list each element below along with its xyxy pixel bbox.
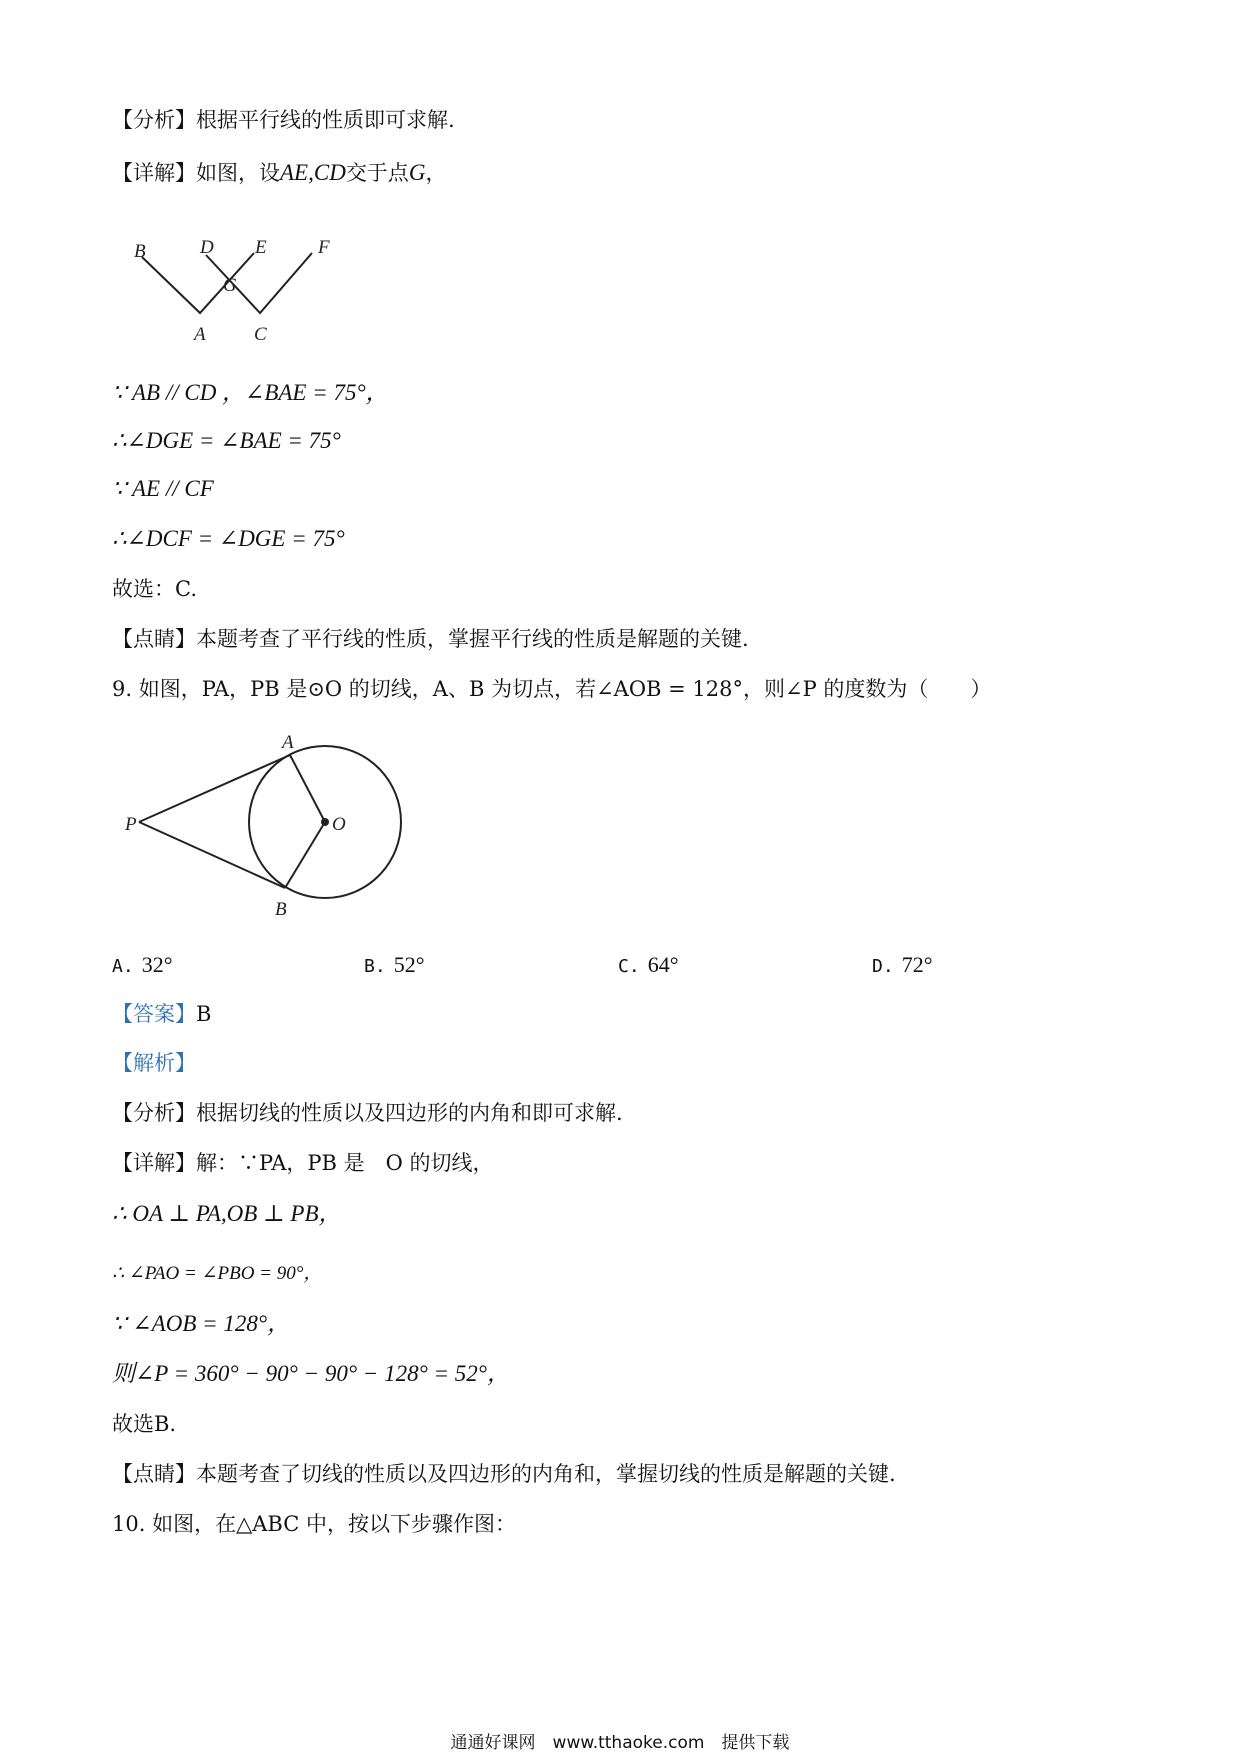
- q9-tangent-PB: [139, 822, 285, 888]
- q8-label-F: F: [318, 237, 330, 258]
- q9-answer: [112, 999, 211, 1029]
- q8-line-DCF: [206, 253, 312, 313]
- q8-label-E: E: [255, 237, 267, 258]
- q9-label-O: O: [332, 814, 346, 835]
- q8-detail-text: 【详解】如图，设: [112, 161, 280, 185]
- q9-label-B: B: [275, 899, 287, 920]
- q9-step-2: ∴ ∠PAO = ∠PBO = 90°，: [112, 1263, 323, 1284]
- q9-answer-value: B: [196, 1002, 212, 1026]
- q9-option-b: [364, 950, 425, 982]
- q8-analysis: 【分析】根据平行线的性质即可求解.: [112, 108, 455, 132]
- q9-radius-OA: [290, 755, 325, 822]
- q9-option-d-value: 72°: [901, 952, 933, 977]
- q9-option-d-label: D.: [872, 956, 894, 977]
- q9-option-a: [112, 950, 173, 982]
- q8-line-BAE: [142, 253, 254, 313]
- q9-option-a-value: 32°: [141, 952, 173, 977]
- q9-figure: [125, 730, 415, 930]
- q9-option-a-label: A.: [112, 956, 134, 977]
- q8-step-1: ∵ AB // CD ，∠BAE = 75°，: [112, 380, 389, 405]
- q8-label-B: B: [134, 241, 146, 262]
- q10-question: 10. 如图，在△ABC 中，按以下步骤作图：: [112, 1512, 516, 1536]
- q8-detail-end: ，: [425, 161, 447, 185]
- q8-detail-math2: G: [408, 160, 426, 185]
- q9-choice: 故选B.: [112, 1412, 177, 1436]
- q8-step-3: ∵ AE // CF: [112, 476, 214, 501]
- q9-step-4: 则∠P = 360° − 90° − 90° − 128° = 52°，: [112, 1361, 510, 1386]
- q9-answer-tag: 【答案】: [112, 1002, 196, 1026]
- q8-detail-mid: 交于点: [345, 161, 409, 185]
- q9-label-P: P: [125, 814, 137, 835]
- q8-label-C: C: [254, 324, 267, 345]
- q9-radius-OB: [285, 822, 325, 888]
- q9-option-b-value: 52°: [393, 952, 425, 977]
- q9-center-dot: [321, 818, 329, 826]
- q9-label-A: A: [282, 732, 294, 753]
- q8-step-4: ∴∠DCF = ∠DGE = 75°: [112, 526, 345, 551]
- q8-label-D: D: [200, 237, 214, 258]
- q8-label-A: A: [194, 324, 206, 345]
- q8-figure: [120, 235, 360, 345]
- q8-choice: 故选：C.: [112, 577, 197, 601]
- q8-label-G: G: [223, 275, 237, 296]
- q9-comment: 【点睛】本题考查了切线的性质以及四边形的内角和，掌握切线的性质是解题的关键.: [112, 1462, 896, 1486]
- q9-step-3: ∵ ∠AOB = 128°，: [112, 1311, 291, 1336]
- q9-analysis: 【分析】根据切线的性质以及四边形的内角和即可求解.: [112, 1101, 623, 1125]
- q9-option-d: [872, 950, 933, 982]
- q9-option-c-label: C.: [618, 956, 640, 977]
- q9-analysis-tag: 【解析】: [112, 1051, 196, 1075]
- q8-detail: [112, 158, 446, 188]
- footer: 通通好课网 www.tthaoke.com 提供下载: [450, 1733, 790, 1753]
- q9-option-c-value: 64°: [647, 952, 679, 977]
- q9-option-c: [618, 950, 679, 982]
- q9-detail: 【详解】解：∵PA，PB 是 O 的切线，: [112, 1151, 494, 1175]
- q8-detail-math: AE,CD: [280, 160, 346, 185]
- q8-step-2: ∴∠DGE = ∠BAE = 75°: [112, 428, 341, 453]
- q9-question: 9. 如图，PA，PB 是⊙O 的切线，A、B 为切点，若∠AOB = 128°，则∠P 的度数为（ ）: [112, 677, 992, 701]
- q9-tangent-PA: [139, 755, 290, 822]
- q9-step-1: ∴ OA ⊥ PA,OB ⊥ PB，: [112, 1201, 342, 1226]
- q8-comment: 【点睛】本题考查了平行线的性质，掌握平行线的性质是解题的关键.: [112, 627, 749, 651]
- q9-option-b-label: B.: [364, 956, 386, 977]
